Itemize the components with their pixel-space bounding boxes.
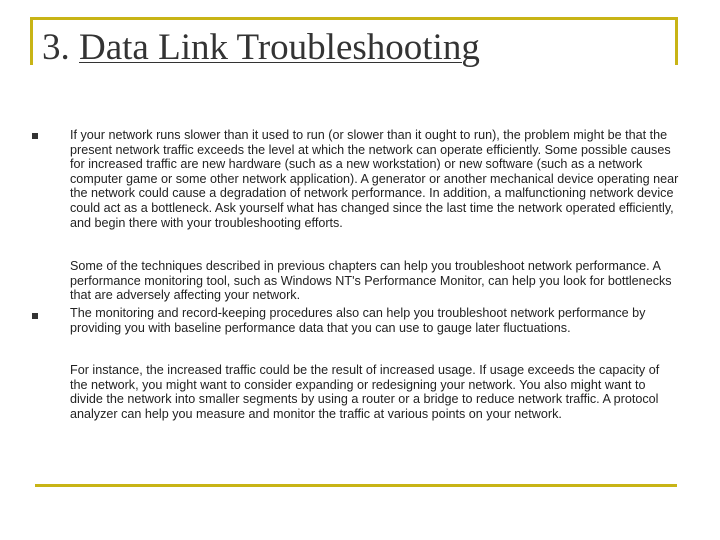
frame-right-line: [675, 17, 678, 65]
frame-top-line: [30, 17, 678, 20]
title-number: 3.: [42, 27, 70, 68]
paragraph-4: For instance, the increased traffic could be the result of increased usage. If usage exceeds the capacity of the network, you might want to consider expanding or redesigning your network. You also might want to divide the network into smaller segments by using a router or a bridge to reduce network traffic. A protocol analyzer can help you measure and monitor the traffic at various points on your network.: [70, 363, 660, 421]
paragraph-3: The monitoring and record-keeping procedures also can help you troubleshoot network performance by providing you with baseline performance data that you can use to gauge later fluctuations.: [70, 306, 646, 335]
slide-title: [42, 28, 480, 69]
frame-left-line: [30, 17, 33, 65]
bullet-square-icon: [32, 313, 38, 319]
title-link[interactable]: Data Link Troubleshooting: [79, 27, 480, 68]
paragraph-2: Some of the techniques described in previous chapters can help you troubleshoot network performance. A performance monitoring tool, such as Windows NT's Performance Monitor, can help you look for bottlenecks that are adversely affecting your network.: [70, 259, 672, 303]
paragraph-1: If your network runs slower than it used to run (or slower than it ought to run), the problem might be that the present network traffic exceeds the level at which the network can operate efficiently. Some possible causes for increased traffic are new hardware (such as a new workstation) or new software (such as a network computer game or some other network application). A generator or another mechanical device operating near the network could cause a degradation of network performance. In addition, a malfunctioning network device could act as a bottleneck. Ask yourself what has changed since the last time the network operated efficiently, and begin there with your troubleshooting efforts.: [70, 128, 679, 230]
frame-bottom-line: [35, 484, 677, 487]
bullet-square-icon: [32, 133, 38, 139]
